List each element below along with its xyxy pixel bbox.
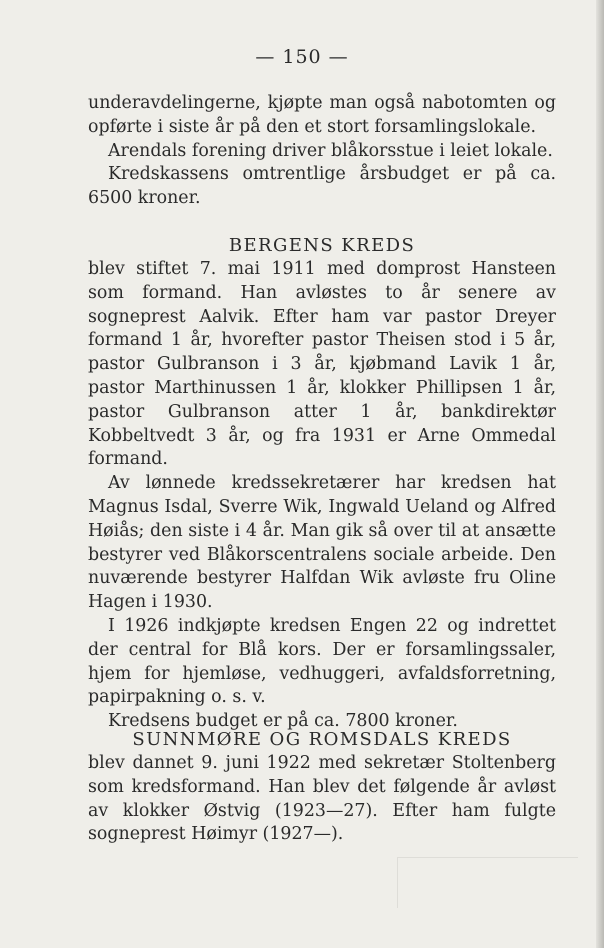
page-number: — 150 —	[255, 46, 349, 68]
paragraph: underavdelingerne, kjøpte man også nabotomten og opførte i siste år på den et stort forsamlingslokale.	[88, 93, 556, 137]
sunnmore-text-block	[88, 752, 556, 847]
paragraph: Kredskassens omtrentlige årsbudget er på ca. 6500 kroner.	[88, 164, 556, 209]
bergen-text-block	[88, 258, 556, 734]
section-heading-sunnmore: SUNNMØRE OG ROMSDALS KREDS	[132, 729, 512, 750]
paragraph: Kredsens budget er på ca. 7800 kroner.	[108, 711, 458, 732]
page-edge-shadow	[596, 0, 604, 948]
page-corner-mark	[397, 857, 578, 908]
section-heading-bergen: BERGENS KREDS	[228, 235, 416, 256]
paragraph: I 1926 indkjøpte kredsen Engen 22 og indrettet der central for Blå kors. Der er forsamlingssaler, hjem for hjemløse, vedhuggeri, avfaldsforretning, papirpakning o. s. v.	[88, 615, 556, 708]
intro-text-block	[88, 92, 556, 211]
paragraph: Av lønnede kredssekretærer har kredsen hat Magnus Isdal, Sverre Wik, Ingwald Ueland og Alfred Høiås; den siste i 4 år. Man gik så over til at ansætte bestyrer ved Blåkorscentralens sociale arbeide. Den nuværende bestyrer Halfdan Wik avløste fru Oline Hagen i 1930.	[88, 473, 556, 613]
paragraph: blev dannet 9. juni 1922 med sekretær Stoltenberg som kredsformand. Han blev det følgende år avløst av klokker Østvig (1923—27). Efter ham fulgte sogneprest Høimyr (1927—).	[88, 753, 556, 845]
paragraph: Arendals forening driver blåkorsstue i leiet lokale.	[108, 140, 553, 161]
paragraph: blev stiftet 7. mai 1911 med domprost Hansteen som formand. Han avløstes to år senere av sogneprest Aalvik. Efter ham var pastor Dreyer formand 1 år, hvorefter pastor Theisen stod i 5 år, pastor Gulbranson i 3 år, kjøbmand Lavik 1 år, pastor Marthinussen 1 år, klokker Phillipsen 1 år, pastor Gulbranson atter 1 år, bankdirektør Kobbeltvedt 3 år, og fra 1931 er Arne Ommedal formand.	[88, 259, 556, 470]
